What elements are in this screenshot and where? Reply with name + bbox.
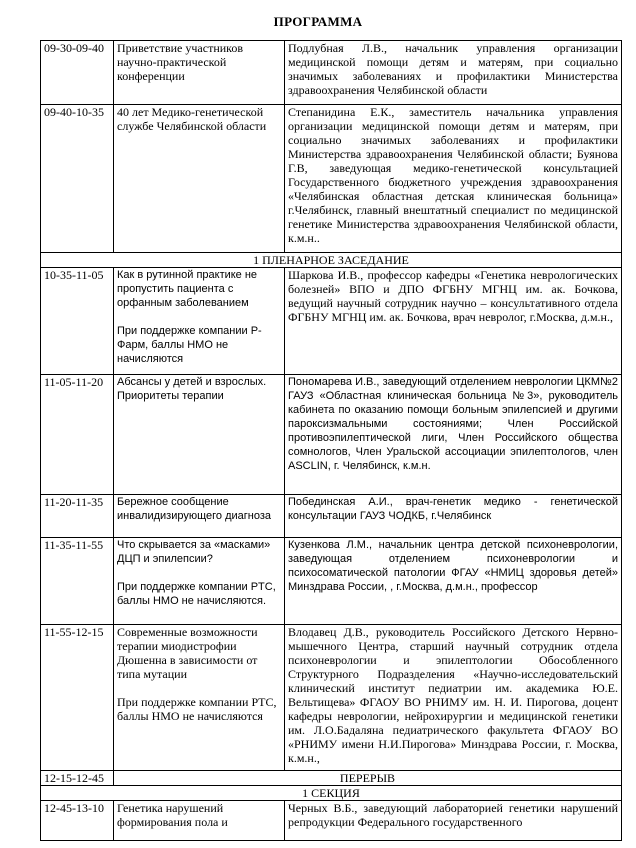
sponsor-note: При поддержке компании PTC, баллы НМО не начисляются <box>117 695 277 723</box>
table-row <box>41 625 622 771</box>
topic-title: Как в рутинной практике не пропустить пациента с орфанным заболеванием <box>117 269 258 309</box>
speaker-cell: Побединская А.И., врач-генетик медико - генетической консультации ГАУЗ ЧОДКБ, г.Челябинск <box>285 495 622 538</box>
topic-title: Генетика нарушений формирования пола и <box>117 801 228 829</box>
time-cell: 12-45-13-10 <box>41 801 114 841</box>
table-row <box>41 268 622 375</box>
section-header-row <box>41 786 622 801</box>
topic-title: Бережное сообщение инвалидизирующего диагноза <box>117 496 272 522</box>
topic-cell <box>114 105 285 253</box>
table-row <box>41 538 622 625</box>
time-cell: 11-05-11-20 <box>41 375 114 495</box>
time-cell: 11-20-11-35 <box>41 495 114 538</box>
table-row <box>41 495 622 538</box>
speaker-cell: Влодавец Д.В., руководитель Российского Детского Нервно-мышечного Центра, старший научный сотрудник отдела психоневрологии и эпилептологии Обособленного Структурного Подразделения «Научно-исследовательский клинический институт педиатрии им. академика Ю.Е. Вельтищева» ФГАОУ ВО РНИМУ им. Н. И. Пирогова, доцент кафедры неврологии, нейрохирургии и медицинской генетики им. Л.О.Бадаляна педиатрического факультета ФГАОУ ВО «РНИМУ имени Н.И.Пирогова» Минздрава России, г. Москва, к.м.н., <box>285 625 622 771</box>
topic-cell <box>114 268 285 375</box>
topic-cell <box>114 375 285 495</box>
sponsor-note: При поддержке компании Р-Фарм, баллы НМО не начисляются <box>117 325 262 365</box>
program-table <box>40 40 622 841</box>
table-row <box>41 801 622 841</box>
table-row <box>41 375 622 495</box>
table-row <box>41 105 622 253</box>
topic-cell <box>114 801 285 841</box>
time-cell: 11-35-11-55 <box>41 538 114 625</box>
break-row <box>41 771 622 786</box>
speaker-cell: Степанидина Е.К., заместитель начальника управления организации медицинской помощи детям и матерям, при социально значимых заболеваниях и профилактики Министерства здравоохранения Челябинской области; Буянова Г.В, заведующая медико-генетической консультацией Государственного бюджетного учреждения здравоохранения «Челябинская областная детская клиническая больница» г.Челябинск, главный внештатный специалист по медицинской генетике Министерства здравоохранения Челябинской области, к.м.н.. <box>285 105 622 253</box>
topic-title: Что скрывается за «масками» ДЦП и эпилепсии? <box>117 539 271 565</box>
time-cell: 11-55-12-15 <box>41 625 114 771</box>
topic-title: Современные возможности терапии миодистрофии Дюшенна в зависимости от типа мутации <box>117 625 258 681</box>
topic-cell <box>114 538 285 625</box>
time-cell: 10-35-11-05 <box>41 268 114 375</box>
topic-cell <box>114 495 285 538</box>
topic-title: Абсансы у детей и взрослых. Приоритеты терапии <box>117 376 267 402</box>
speaker-cell: Пономарева И.В., заведующий отделением неврологии ЦКМ№2 ГАУЗ «Областная клиническая больница №3», руководитель кабинета по оказанию помощи больным эпилепсией и другими пароксизмальными состояниями; Член Российской противоэпилептической лиги, Член Российского общества сомнологов, Член Уральской ассоциации эпилептологов, член ASCLIN, г. Челябинск, к.м.н. <box>285 375 622 495</box>
topic-cell <box>114 41 285 105</box>
topic-title: Приветствие участников научно-практической конференции <box>117 41 244 83</box>
speaker-cell: Кузенкова Л.М., начальник центра детской психоневрологии, заведующая отделением психоневрологии и психосоматической патологии ФГАУ «НМИЦ здоровья детей» Минздрава России, , г.Москва, д.м.н., профессор <box>285 538 622 625</box>
section-title: 1 ПЛЕНАРНОЕ ЗАСЕДАНИЕ <box>41 253 622 268</box>
page-title: ПРОГРАММА <box>273 14 363 29</box>
time-cell: 09-40-10-35 <box>41 105 114 253</box>
sponsor-note: При поддержке компании PTC, баллы НМО не начисляются. <box>117 581 276 607</box>
speaker-cell: Подлубная Л.В., начальник управления организации медицинской помощи детям и матерям, при социально значимых заболеваниях и профилактики Министерства здравоохранения Челябинской области <box>285 41 622 105</box>
section-header-row <box>41 253 622 268</box>
table-row <box>41 41 622 105</box>
topic-cell <box>114 625 285 771</box>
topic-title: 40 лет Медико-генетической службе Челябинской области <box>117 105 267 133</box>
speaker-cell: Черных В.Б., заведующий лабораторией генетики нарушений репродукции Федерального государственного <box>285 801 622 841</box>
break-label: ПЕРЕРЫВ <box>114 771 622 786</box>
speaker-cell: Шаркова И.В., профессор кафедры «Генетика неврологических болезней» ВПО и ДПО ФГБНУ МГНЦ им. ак. Бочкова, ведущий научный сотрудник научно – консультативного отдела ФГБНУ МГНЦ им. ак. Бочкова, врач невролог, г.Москва, д.м.н., <box>285 268 622 375</box>
time-cell: 09-30-09-40 <box>41 41 114 105</box>
time-cell: 12-15-12-45 <box>41 771 114 786</box>
section-title: 1 СЕКЦИЯ <box>41 786 622 801</box>
